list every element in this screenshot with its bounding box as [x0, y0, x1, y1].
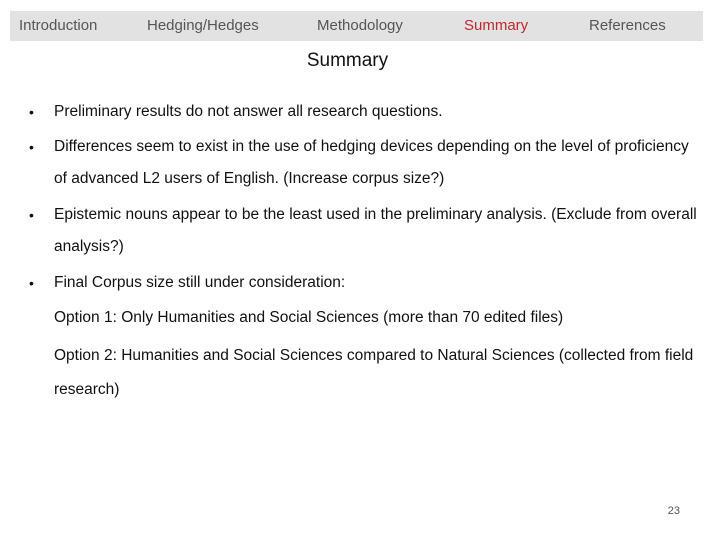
navigation-bar: [10, 11, 703, 41]
option-line: Option 1: Only Humanities and Social Sciences (more than 70 edited files): [54, 309, 564, 326]
bullet-item: [24, 199, 704, 263]
bullet-icon: •: [29, 275, 34, 291]
nav-tab-references[interactable]: References: [589, 17, 666, 34]
bullet-icon: •: [29, 104, 34, 120]
bullet-icon: •: [29, 139, 34, 155]
page-number: 23: [667, 505, 680, 517]
bullet-text: Final Corpus size still under consideration:: [54, 274, 346, 291]
bullet-text: Preliminary results do not answer all research questions.: [54, 103, 443, 120]
nav-tab-methodology[interactable]: Methodology: [317, 17, 403, 34]
bullet-icon: •: [29, 207, 34, 223]
slide-title: Summary: [306, 50, 389, 71]
bullet-text: Epistemic nouns appear to be the least used in the preliminary analysis. (Exclude from overall analysis?): [54, 206, 697, 255]
nav-tab-summary[interactable]: Summary: [464, 17, 529, 34]
option-line: Option 2: Humanities and Social Sciences compared to Natural Sciences (collected from field research): [54, 347, 694, 398]
bullet-item: [24, 131, 704, 195]
bullet-item: [24, 267, 704, 299]
bullet-list: [24, 96, 704, 407]
nav-tab-introduction[interactable]: Introduction: [19, 17, 98, 34]
bullet-text: Differences seem to exist in the use of hedging devices depending on the level of proficiency of advanced L2 users of English. (Increase corpus size?): [54, 138, 689, 187]
bullet-item: [24, 96, 704, 128]
nav-tab-hedging[interactable]: Hedging/Hedges: [147, 17, 259, 34]
